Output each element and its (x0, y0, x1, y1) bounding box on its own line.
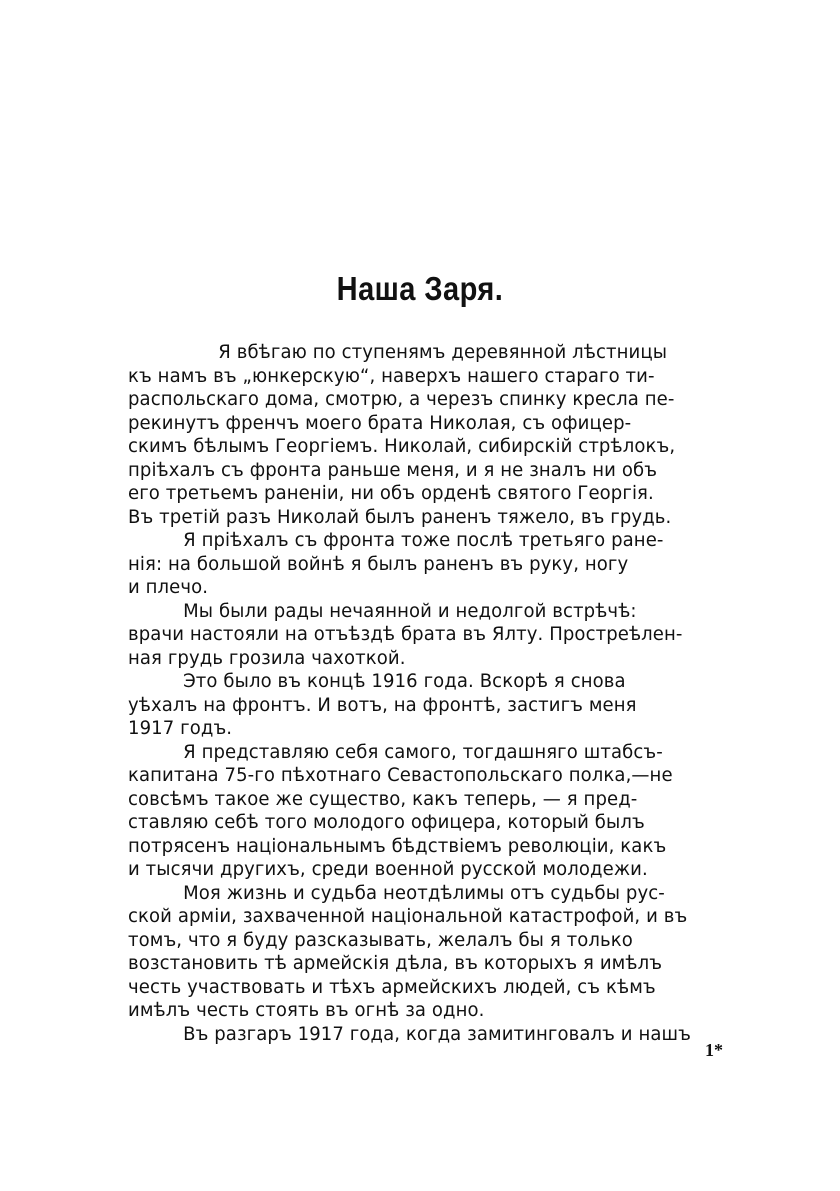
text-line: и плечо. (128, 576, 209, 598)
text-line: Въ разгаръ 1917 года, когда замитинговалъ и нашъ (183, 1022, 691, 1045)
text-line: честь участвовать и тѣхъ армейскихъ людей, съ кѣмъ (128, 975, 656, 998)
text-line: Въ третій разъ Николай былъ раненъ тяжело, въ грудь. (128, 505, 672, 528)
text-line: уѣхалъ на фронтъ. И вотъ, на фронтѣ, застигъ меня (128, 693, 637, 716)
text-line: имѣлъ честь стоять въ огнѣ за одно. (128, 999, 485, 1021)
chapter-title: Наша Заря. (336, 270, 504, 307)
text-line: ставляю себѣ того молодого офицера, который былъ (128, 811, 645, 833)
text-line: ской арміи, захваченной національной катастрофой, и въ (128, 905, 688, 927)
text-line: Я пріѣхалъ съ фронта тоже послѣ третьяго ране- (183, 529, 664, 551)
text-line: врачи настояли на отъѣздѣ брата въ Ялту. Простреѣлен- (128, 623, 683, 645)
text-line: Это было въ концѣ 1916 года. Вскорѣ я снова (183, 670, 626, 692)
text-line: 1917 годъ. (128, 717, 233, 739)
text-line: совсѣмъ такое же существо, какъ теперь, — я пред- (128, 787, 638, 810)
text-line: его третьемъ раненіи, ни объ орденѣ святого Георгія. (128, 482, 654, 504)
text-line: Мы были рады нечаянной и недолгой встрѣчѣ: (183, 599, 637, 622)
body-text (128, 341, 748, 1046)
text-line: Я вбѣгаю по ступенямъ деревянной лѣстницы (218, 341, 668, 363)
text-line: капитана 75-го пѣхотнаго Севастопольскаго полка,—не (128, 764, 673, 786)
text-line: распольскаго дома, смотрю, а черезъ спинку кресла пе- (128, 388, 675, 410)
text-line: Моя жизнь и судьба неотдѣлимы отъ судьбы рус- (183, 881, 665, 904)
text-line: пріѣхалъ съ фронта раньше меня, и я не зналъ ни объ (128, 458, 658, 481)
text-line: томъ, что я буду разсказывать, желалъ бы я только (128, 928, 633, 951)
text-line: и тысячи другихъ, среди военной русской молодежи. (128, 858, 648, 880)
page-number: 1* (705, 1040, 723, 1060)
text-line: возстановить тѣ армейскія дѣла, въ которыхъ я имѣлъ (128, 952, 663, 974)
text-line: потрясенъ національнымъ бѣдствіемъ революціи, какъ (128, 834, 667, 857)
text-line: рекинутъ френчъ моего брата Николая, съ офицер- (128, 411, 632, 434)
text-line: нія: на большой войнѣ я былъ раненъ въ руку, ногу (128, 552, 629, 575)
text-line: скимъ бѣлымъ Георгіемъ. Николай, сибирскій стрѣлокъ, (128, 435, 676, 457)
text-line: ная грудь грозила чахоткой. (128, 646, 406, 669)
text-line: Я представляю себя самого, тогдашняго штабсъ- (183, 740, 663, 763)
text-line: къ намъ въ „юнкерскую“, наверхъ нашего стараго ти- (128, 364, 655, 387)
